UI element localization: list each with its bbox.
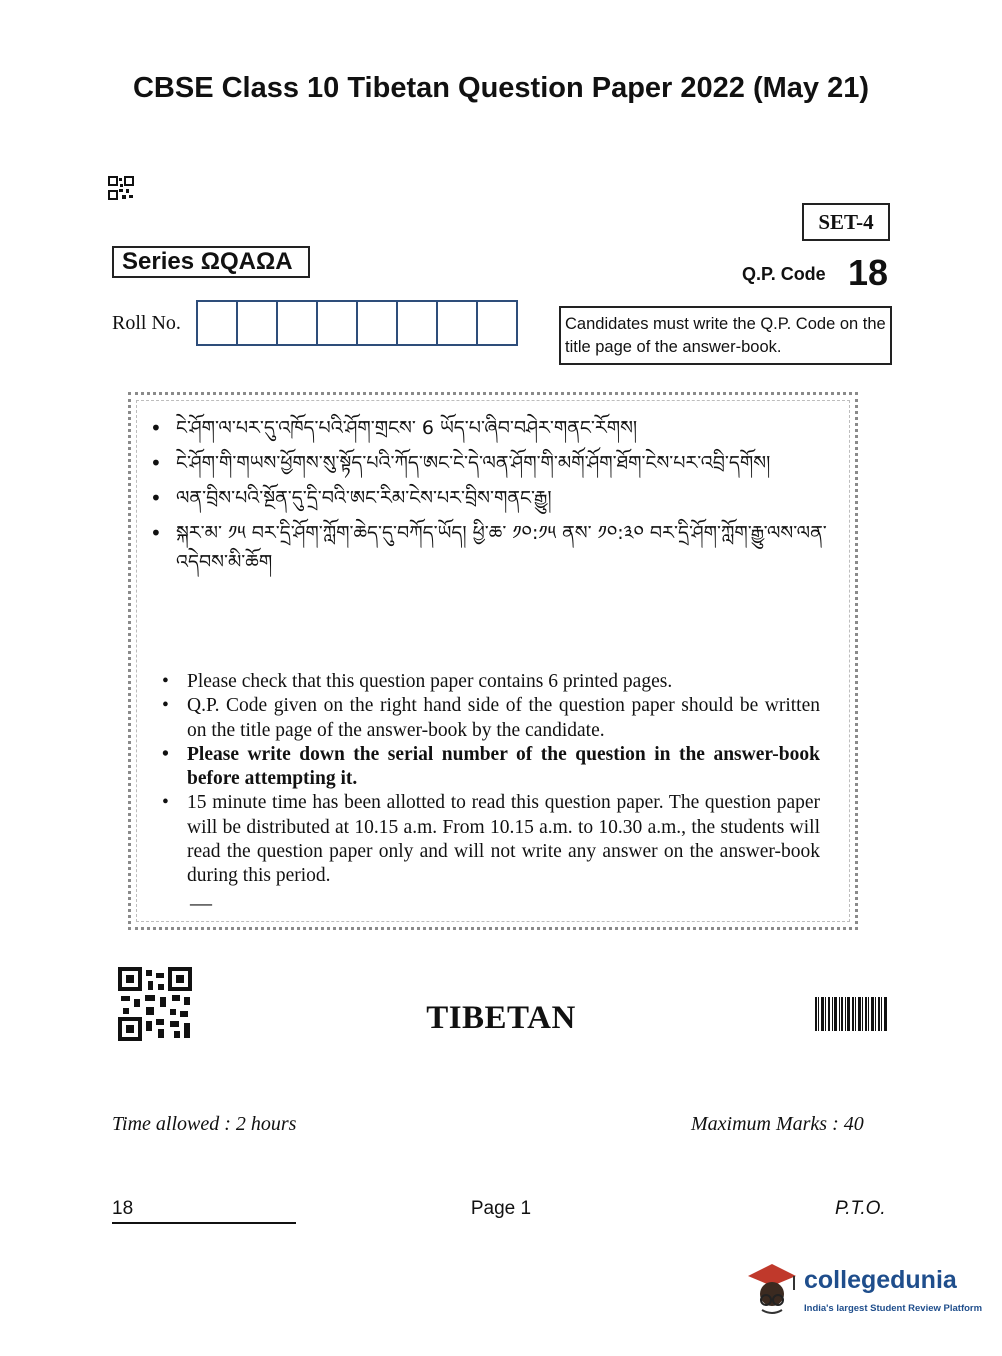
roll-number-cell[interactable]	[318, 302, 358, 344]
english-instruction-item: • Q.P. Code given on the right hand side of the question paper should be written on the title page of the answer-book by the candidate.	[162, 695, 820, 741]
end-of-instructions-mark: —	[190, 890, 212, 915]
subject-title: TIBETAN	[426, 1000, 576, 1036]
roll-number-cell[interactable]	[398, 302, 438, 344]
footer-underline	[112, 1222, 296, 1224]
barcode-icon	[815, 997, 887, 1031]
brand-tagline: India's largest Student Review Platform	[804, 1303, 983, 1314]
collegedunia-logo-icon	[742, 1256, 800, 1318]
set-label: SET-4	[802, 203, 890, 241]
qp-code-value: 18	[848, 252, 889, 293]
english-instructions	[160, 670, 820, 889]
brand-name[interactable]: collegedunia	[804, 1266, 957, 1294]
qp-code-label: Q.P. Code	[742, 264, 826, 284]
roll-number-cell[interactable]	[238, 302, 278, 344]
roll-number-cell[interactable]	[198, 302, 238, 344]
roll-number-boxes	[196, 300, 518, 346]
tibetan-instruction-item: • སྐར་མ་ ༡༥ བར་དྲི་ཤོག་ཀློག་ཆེད་དུ་བཀོད་ཡོད། ཕྱི་ཆ་ ༡༠:༡༥ ནས་ ༡༠:༣༠ བར་དྲི་ཤོག་ཀློག་རྒྱུ་ལས་ལན་འདེབས་མི་ཆོག	[150, 521, 827, 573]
page-title: CBSE Class 10 Tibetan Question Paper 2022 (May 21)	[132, 72, 870, 104]
tibetan-instruction-item: • ངེ་ཤོག་གི་གཡས་ཕྱོགས་སུ་སྟོད་པའི་ཀོད་ཨང་ངེ་དེ་ལན་ཤོག་གི་མགོ་ཤོག་ཐོག་ངེས་པར་འབྲི་དགོས།	[150, 451, 771, 475]
maximum-marks: Maximum Marks : 40	[691, 1113, 864, 1135]
roll-number-cell[interactable]	[278, 302, 318, 344]
english-instruction-item: • 15 minute time has been allotted to read this question paper. The question paper will be distributed at 10.15 a.m. From 10.15 a.m. to 10.30 a.m., the students will read the question paper only and will not write any answer on the answer-book during this period.	[162, 792, 820, 887]
tibetan-instructions	[148, 414, 836, 583]
tibetan-instruction-item: • ངེ་ཤོག་ལ་པར་དུ་འཁོད་པའི་ཤོག་གྲངས་ 6 ཡོད་པ་ཞིབ་བཤེར་གནང་རོགས།	[150, 416, 638, 440]
footer-code: 18	[112, 1198, 134, 1219]
roll-number-cell[interactable]	[478, 302, 516, 344]
page-number: Page 1	[470, 1198, 532, 1219]
roll-number-cell[interactable]	[438, 302, 478, 344]
time-allowed: Time allowed : 2 hours	[112, 1113, 297, 1135]
roll-number-label: Roll No.	[112, 312, 181, 334]
tibetan-instruction-item: • ལན་བྲིས་པའི་སྔོན་དུ་དྲི་བའི་ཨང་རིམ་ངེས་པར་བྲིས་གནང་རྒྱུ།	[150, 486, 552, 510]
english-instruction-item: • Please write down the serial number of the question in the answer-book before attempting it.	[162, 743, 820, 790]
roll-number-cell[interactable]	[358, 302, 398, 344]
series-label: Series ΩQAΩA	[112, 246, 310, 278]
small-qr-code-icon	[108, 176, 134, 200]
english-instruction-item: • Please check that this question paper contains 6 printed pages.	[162, 671, 673, 692]
candidate-note: Candidates must write the Q.P. Code on the title page of the answer-book.	[559, 306, 892, 365]
please-turn-over: P.T.O.	[835, 1198, 886, 1219]
